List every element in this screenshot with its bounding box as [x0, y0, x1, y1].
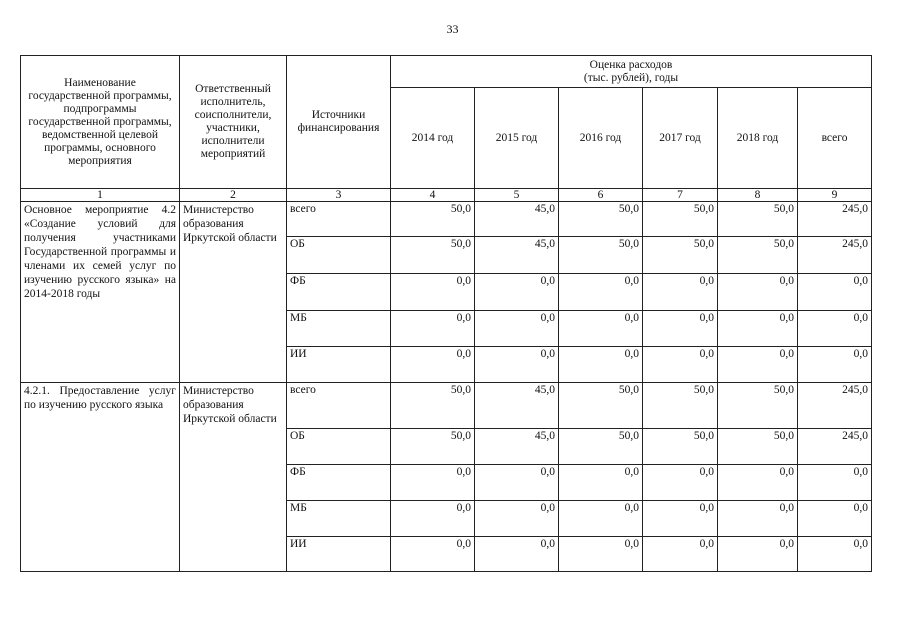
- column-number: 1: [21, 189, 180, 202]
- value-cell: 50,0: [559, 429, 643, 465]
- column-number: 7: [643, 189, 718, 202]
- value-cell: 45,0: [475, 202, 559, 237]
- header-expenses: [391, 56, 872, 88]
- total-cell: 0,0: [798, 501, 872, 537]
- header-expenses-title: Оценка расходов: [589, 58, 673, 71]
- header-program-name: Наименование государственной программы, подпрограммы государственной программы, ведомственной целевой программы, основного мероприятия: [21, 56, 180, 189]
- page-number: 33: [446, 22, 459, 36]
- header-year-2018: 2018 год: [718, 88, 798, 189]
- value-cell: 0,0: [718, 311, 798, 347]
- column-number: 3: [287, 189, 391, 202]
- value-cell: 0,0: [475, 311, 559, 347]
- value-cell: 0,0: [391, 347, 475, 383]
- value-cell: 45,0: [475, 429, 559, 465]
- value-cell: 0,0: [643, 311, 718, 347]
- column-number: 5: [475, 189, 559, 202]
- header-funding-sources: Источники финансирования: [287, 56, 391, 189]
- value-cell: 0,0: [559, 274, 643, 311]
- header-year-2017: 2017 год: [643, 88, 718, 189]
- funding-source-cell: ИИ: [287, 537, 391, 572]
- value-cell: 0,0: [643, 347, 718, 383]
- value-cell: 0,0: [391, 465, 475, 501]
- value-cell: 0,0: [643, 465, 718, 501]
- value-cell: 50,0: [391, 429, 475, 465]
- value-cell: 50,0: [718, 383, 798, 429]
- table-row: [21, 383, 872, 429]
- value-cell: 0,0: [559, 537, 643, 572]
- total-cell: 245,0: [798, 429, 872, 465]
- responsible-cell: Министерство образования Иркутской области: [180, 383, 287, 572]
- value-cell: 0,0: [475, 537, 559, 572]
- funding-source-cell: всего: [287, 202, 391, 237]
- total-cell: 0,0: [798, 537, 872, 572]
- value-cell: 0,0: [559, 347, 643, 383]
- value-cell: 50,0: [391, 237, 475, 274]
- program-name-cell: Основное мероприятие 4.2 «Создание условий для получения участниками Государственной программы и членами их семей услуг по изучению русского языка» на 2014-2018 годы: [21, 202, 180, 383]
- value-cell: 0,0: [475, 465, 559, 501]
- value-cell: 0,0: [643, 501, 718, 537]
- column-number: 9: [798, 189, 872, 202]
- value-cell: 0,0: [718, 465, 798, 501]
- value-cell: 0,0: [475, 347, 559, 383]
- total-cell: 245,0: [798, 237, 872, 274]
- budget-table: [20, 55, 872, 572]
- total-cell: 0,0: [798, 274, 872, 311]
- value-cell: 50,0: [391, 202, 475, 237]
- header-year-2014: 2014 год: [391, 88, 475, 189]
- value-cell: 50,0: [718, 429, 798, 465]
- value-cell: 50,0: [391, 383, 475, 429]
- funding-source-cell: МБ: [287, 311, 391, 347]
- column-number: 8: [718, 189, 798, 202]
- funding-source-cell: ФБ: [287, 465, 391, 501]
- funding-source-cell: всего: [287, 383, 391, 429]
- value-cell: 50,0: [559, 202, 643, 237]
- value-cell: 50,0: [718, 237, 798, 274]
- value-cell: 0,0: [559, 465, 643, 501]
- value-cell: 50,0: [718, 202, 798, 237]
- value-cell: 0,0: [559, 501, 643, 537]
- value-cell: 50,0: [643, 429, 718, 465]
- column-number-row: [21, 189, 872, 202]
- value-cell: 0,0: [559, 311, 643, 347]
- total-cell: 0,0: [798, 347, 872, 383]
- value-cell: 0,0: [718, 501, 798, 537]
- value-cell: 0,0: [391, 537, 475, 572]
- value-cell: 0,0: [718, 347, 798, 383]
- column-number: 4: [391, 189, 475, 202]
- table-row: [21, 202, 872, 237]
- value-cell: 0,0: [391, 501, 475, 537]
- column-number: 2: [180, 189, 287, 202]
- value-cell: 50,0: [643, 202, 718, 237]
- total-cell: 245,0: [798, 202, 872, 237]
- value-cell: 45,0: [475, 383, 559, 429]
- header-total: всего: [798, 88, 872, 189]
- funding-source-cell: ИИ: [287, 347, 391, 383]
- value-cell: 0,0: [643, 537, 718, 572]
- column-number: 6: [559, 189, 643, 202]
- value-cell: 0,0: [391, 311, 475, 347]
- total-cell: 0,0: [798, 465, 872, 501]
- value-cell: 0,0: [391, 274, 475, 311]
- total-cell: 245,0: [798, 383, 872, 429]
- value-cell: 0,0: [475, 274, 559, 311]
- header-responsible: Ответственный исполнитель, соисполнители, участники, исполнители мероприятий: [180, 56, 287, 189]
- value-cell: 50,0: [643, 383, 718, 429]
- program-name-cell: 4.2.1. Предоставление услуг по изучению русского языка: [21, 383, 180, 572]
- funding-source-cell: ОБ: [287, 429, 391, 465]
- value-cell: 50,0: [559, 237, 643, 274]
- value-cell: 0,0: [643, 274, 718, 311]
- funding-source-cell: ОБ: [287, 237, 391, 274]
- value-cell: 0,0: [718, 537, 798, 572]
- header-year-2016: 2016 год: [559, 88, 643, 189]
- funding-source-cell: МБ: [287, 501, 391, 537]
- funding-source-cell: ФБ: [287, 274, 391, 311]
- total-cell: 0,0: [798, 311, 872, 347]
- value-cell: 50,0: [559, 383, 643, 429]
- value-cell: 50,0: [643, 237, 718, 274]
- value-cell: 0,0: [718, 274, 798, 311]
- header-expenses-subtitle: (тыс. рублей), годы: [583, 71, 679, 84]
- header-year-2015: 2015 год: [475, 88, 559, 189]
- value-cell: 0,0: [475, 501, 559, 537]
- value-cell: 45,0: [475, 237, 559, 274]
- responsible-cell: Министерство образования Иркутской области: [180, 202, 287, 383]
